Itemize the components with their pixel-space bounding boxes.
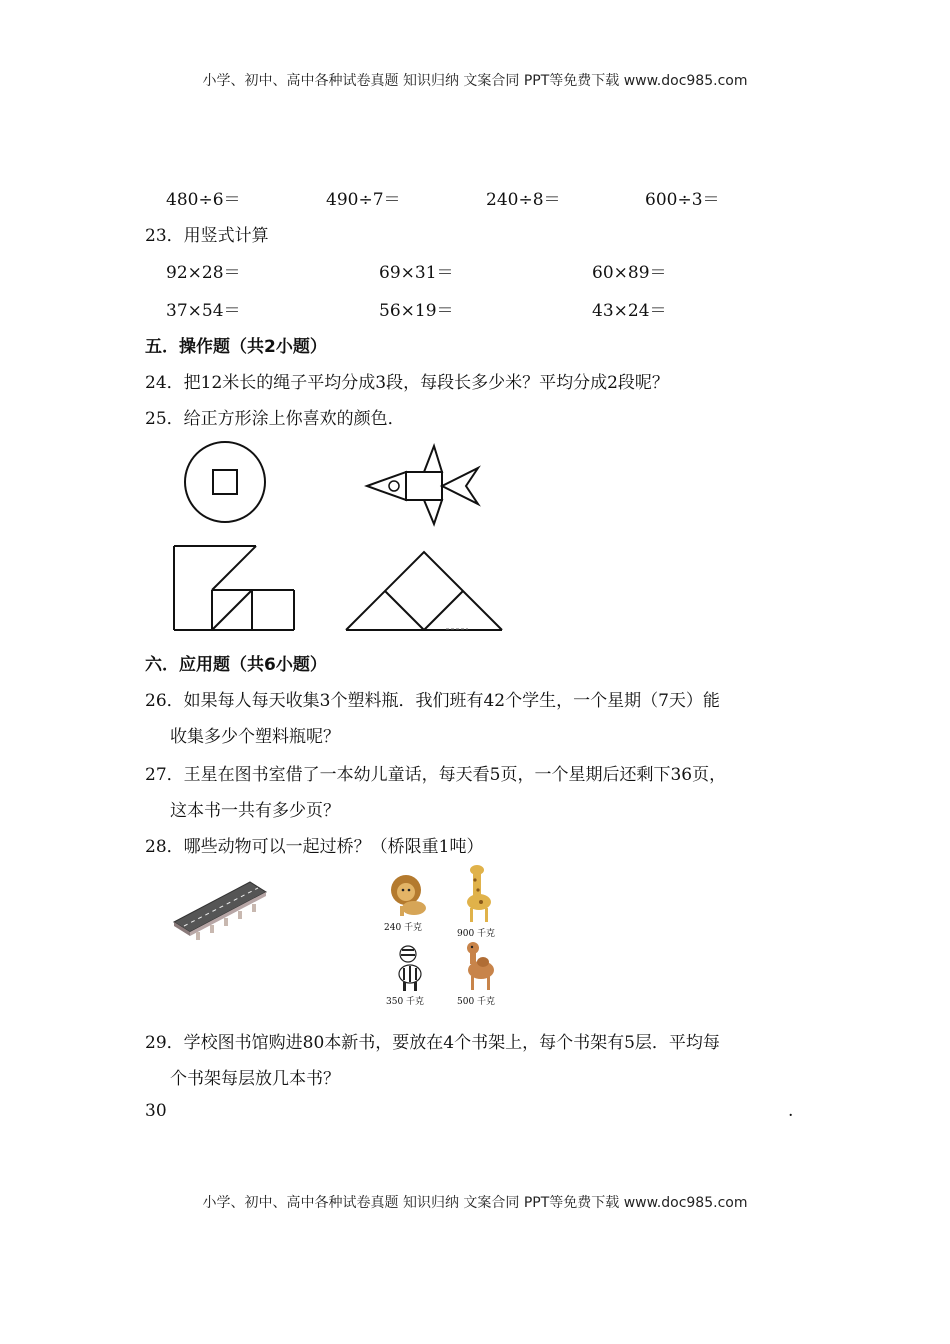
- q29-line2: 个书架每层放几本书？: [170, 1069, 340, 1089]
- division-1: 480÷6＝: [166, 190, 241, 210]
- q26-line1: 26．如果每人每天收集3个塑料瓶．我们班有42个学生，一个星期（7天）能: [145, 691, 720, 711]
- q24: 24．把12米长的绳子平均分成3段，每段长多少米？平均分成2段呢？: [145, 373, 669, 393]
- q28: 28．哪些动物可以一起过桥？（桥限重1吨）: [145, 837, 484, 857]
- q29-line1: 29．学校图书馆购进80本新书，要放在4个书架上，每个书架有5层．平均每: [145, 1033, 720, 1053]
- q25: 25．给正方形涂上你喜欢的颜色．: [145, 409, 405, 429]
- zebra-weight: 350 千克: [386, 997, 425, 1007]
- lion-weight: 240 千克: [384, 923, 423, 933]
- rocket-figure: [362, 442, 484, 528]
- tangram-figure-2: [342, 548, 506, 634]
- q23-title: 23．用竖式计算: [145, 226, 269, 246]
- animal-giraffe: [455, 864, 505, 938]
- q27-line2: 这本书一共有多少页？: [170, 801, 340, 821]
- tangram-figure-1: [168, 542, 298, 634]
- giraffe-icon: [461, 864, 497, 924]
- q23-r1-2: 69×31＝: [379, 263, 454, 283]
- q30-dot: .: [788, 1101, 794, 1121]
- q23-r2-2: 56×19＝: [379, 301, 454, 321]
- q23-r2-1: 37×54＝: [166, 301, 241, 321]
- lion-icon: [386, 872, 428, 918]
- coin-figure: [183, 440, 269, 526]
- camel-weight: 500 千克: [457, 997, 496, 1007]
- page-header: 小学、初中、高中各种试卷真题 知识归纳 文案合同 PPT等免费下载 www.doc985.com: [202, 73, 748, 89]
- zebra-icon: [392, 944, 426, 992]
- section6-heading: 六．应用题（共6小题）: [145, 655, 327, 675]
- animal-lion: [382, 872, 432, 936]
- q26-line2: 收集多少个塑料瓶呢？: [170, 727, 340, 747]
- division-3: 240÷8＝: [486, 190, 561, 210]
- camel-icon: [461, 940, 497, 992]
- q27-line1: 27．王星在图书室借了一本幼儿童话，每天看5页，一个星期后还剩下36页，: [145, 765, 727, 785]
- q23-r2-3: 43×24＝: [592, 301, 667, 321]
- section5-heading: 五．操作题（共2小题）: [145, 337, 327, 357]
- q23-r1-3: 60×89＝: [592, 263, 667, 283]
- division-2: 490÷7＝: [326, 190, 401, 210]
- animal-zebra: [384, 944, 434, 1008]
- q23-r1-1: 92×28＝: [166, 263, 241, 283]
- division-4: 600÷3＝: [645, 190, 720, 210]
- giraffe-weight: 900 千克: [457, 929, 496, 939]
- page-footer: 小学、初中、高中各种试卷真题 知识归纳 文案合同 PPT等免费下载 www.doc985.com: [202, 1195, 748, 1211]
- animal-camel: [455, 940, 505, 1008]
- bridge-illustration: [170, 874, 270, 944]
- q30-number: 30: [145, 1101, 167, 1121]
